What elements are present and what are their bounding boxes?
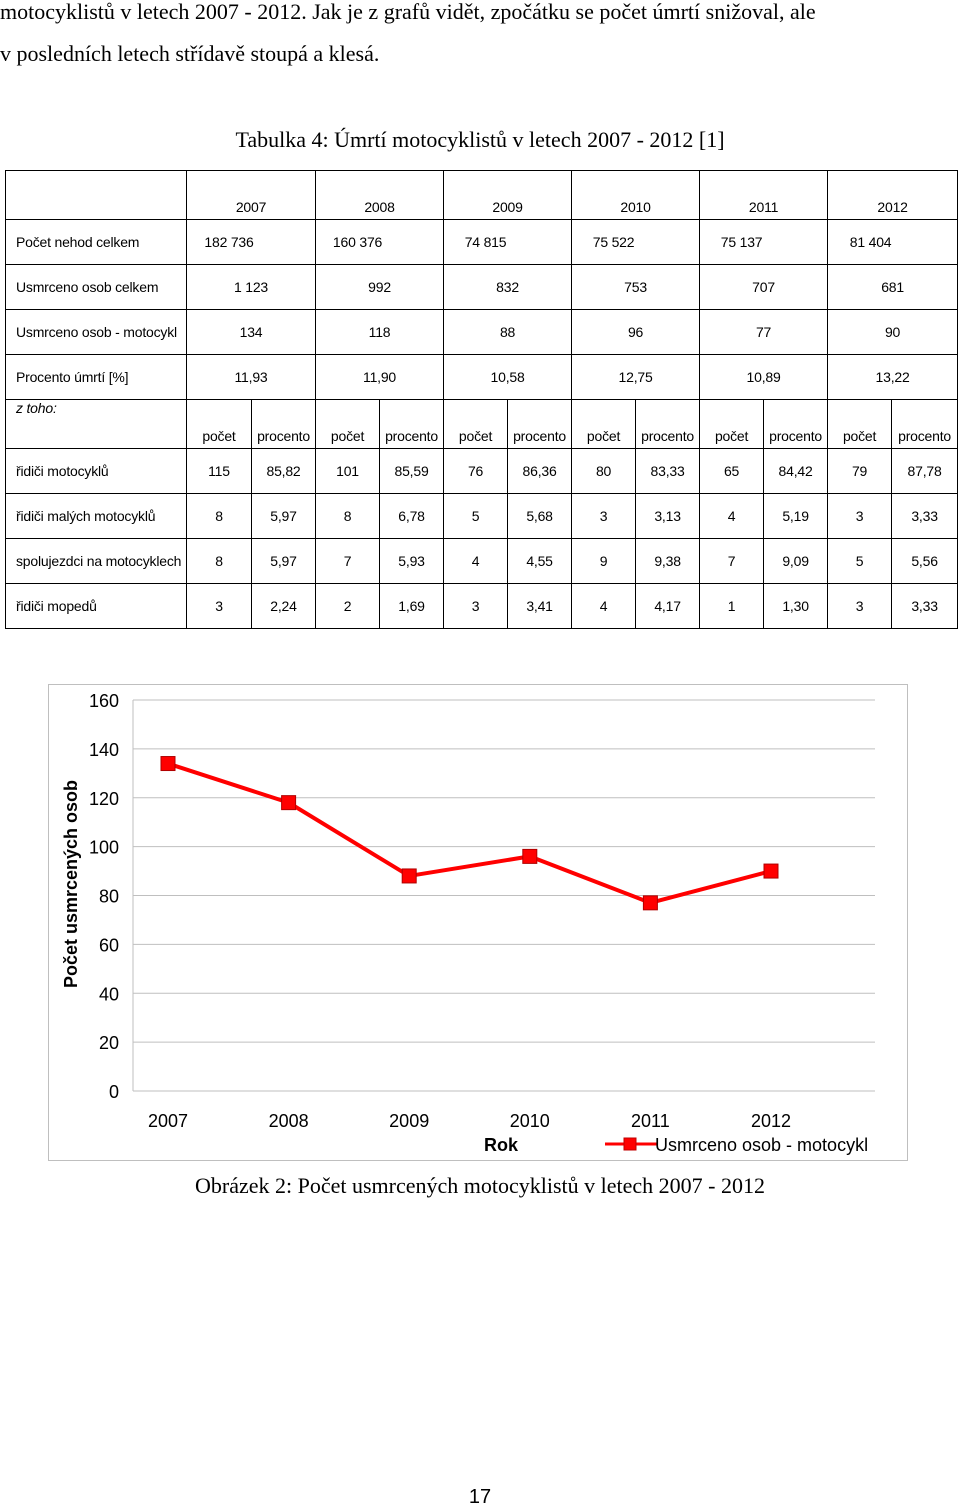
table-cell: 1,69 (380, 584, 444, 629)
row-label: Počet nehod celkem (6, 220, 187, 265)
x-tick-label: 2007 (147, 1111, 189, 1131)
table-cell: 3 (444, 584, 508, 629)
year-header: 2011 (700, 171, 828, 220)
table-cell: 84,42 (764, 449, 828, 494)
table-cell: 75 522 (572, 220, 700, 265)
table-cell: 11,90 (316, 355, 444, 400)
table-cell: 1 (700, 584, 764, 629)
subheader-cell: procento (892, 400, 958, 449)
table-cell: 160 376 (316, 220, 444, 265)
subheader-cell: procento (636, 400, 700, 449)
y-axis-ticks (89, 691, 119, 1102)
y-tick-label: 20 (98, 1033, 119, 1054)
data-point-marker (402, 869, 416, 883)
subheader-cell: počet (700, 400, 764, 449)
subheader-cell: počet (444, 400, 508, 449)
y-tick-label: 60 (98, 935, 119, 956)
year-header: 2008 (316, 171, 444, 220)
legend-label: Usmrceno osob - motocykl (655, 1135, 869, 1155)
subheader-cell: procento (764, 400, 828, 449)
table-row (6, 539, 958, 584)
table-cell: 96 (572, 310, 700, 355)
table-row (6, 494, 958, 539)
table-row (6, 355, 958, 400)
table-cell: 77 (700, 310, 828, 355)
table-cell: 5,97 (252, 494, 316, 539)
table-cell: 85,82 (252, 449, 316, 494)
x-axis-label: Rok (483, 1135, 519, 1155)
table-cell: 7 (700, 539, 764, 584)
table-cell: 87,78 (892, 449, 958, 494)
table-cell: 5,19 (764, 494, 828, 539)
table-cell: 4,55 (508, 539, 572, 584)
table-row (6, 584, 958, 629)
y-axis-label: Počet usmrcených osob (61, 779, 81, 989)
chart-legend (605, 1135, 868, 1155)
table-cell: 134 (187, 310, 316, 355)
x-axis-ticks (148, 1111, 791, 1131)
table-cell: 85,59 (380, 449, 444, 494)
table-cell: 8 (187, 494, 252, 539)
chart-gridlines (133, 700, 875, 1091)
subheader-cell: procento (380, 400, 444, 449)
table-cell: 9 (572, 539, 636, 584)
table-cell: 832 (444, 265, 572, 310)
table-cell: 4 (700, 494, 764, 539)
table-cell: 101 (316, 449, 380, 494)
table-caption: Tabulka 4: Úmrtí motocyklistů v letech 2007 - 2012 [1] (235, 127, 725, 152)
y-tick-label: 0 (108, 1082, 119, 1102)
table-cell: 2,24 (252, 584, 316, 629)
table-cell: 118 (316, 310, 444, 355)
table-cell: 6,78 (380, 494, 444, 539)
table-cell: 707 (700, 265, 828, 310)
y-tick-label: 160 (88, 691, 119, 711)
figure-caption: Obrázek 2: Počet usmrcených motocyklistů v letech 2007 - 2012 (194, 1173, 766, 1198)
table-cell: 4,17 (636, 584, 700, 629)
row-label: Procento úmrtí [%] (6, 355, 187, 400)
table-cell: 12,75 (572, 355, 700, 400)
table-cell: 5,93 (380, 539, 444, 584)
series-line-path (168, 764, 771, 903)
data-point-marker (282, 796, 296, 810)
table-cell: 3,41 (508, 584, 572, 629)
table-cell: 5,68 (508, 494, 572, 539)
table-cell: 681 (828, 265, 958, 310)
table-cell: 1 123 (187, 265, 316, 310)
table-row (6, 310, 958, 355)
x-tick-label: 2011 (631, 1111, 670, 1131)
subheader-cell: procento (508, 400, 572, 449)
data-point-marker (643, 896, 657, 910)
table-corner-cell (6, 171, 187, 220)
year-header: 2007 (187, 171, 316, 220)
table-cell: 7 (316, 539, 380, 584)
year-header: 2010 (572, 171, 700, 220)
table-cell: 83,33 (636, 449, 700, 494)
y-tick-label: 120 (88, 788, 119, 809)
subheader-label: z toho: (6, 400, 187, 449)
data-point-marker (764, 864, 778, 878)
intro-line-1: motocyklistů v letech 2007 - 2012. Jak je z grafů vidět, zpočátku se počet úmrtí snižoval, ale (0, 0, 816, 24)
table-cell: 3 (187, 584, 252, 629)
x-tick-label: 2009 (389, 1111, 430, 1131)
intro-line-2: v posledních letech střídavě stoupá a klesá. (0, 41, 380, 66)
table-cell: 3,33 (892, 584, 958, 629)
table-cell: 90 (828, 310, 958, 355)
table-cell: 8 (316, 494, 380, 539)
data-point-marker (161, 757, 175, 771)
table-cell: 86,36 (508, 449, 572, 494)
table-cell: 80 (572, 449, 636, 494)
table-cell: 753 (572, 265, 700, 310)
table-cell: 5,56 (892, 539, 958, 584)
table-cell: 3 (828, 494, 892, 539)
table-cell: 182 736 (187, 220, 316, 265)
row-label: spolujezdci na motocyklech (6, 539, 187, 584)
subheader-row (6, 400, 958, 449)
subheader-cell: počet (187, 400, 252, 449)
legend-marker (624, 1138, 636, 1150)
x-tick-label: 2008 (268, 1111, 309, 1131)
table-cell: 9,09 (764, 539, 828, 584)
x-tick-label: 2010 (509, 1111, 550, 1131)
table-cell: 9,38 (636, 539, 700, 584)
table-cell: 75 137 (700, 220, 828, 265)
table-cell: 76 (444, 449, 508, 494)
y-tick-label: 80 (98, 886, 119, 907)
table-cell: 79 (828, 449, 892, 494)
table-cell: 1,30 (764, 584, 828, 629)
table-cell: 992 (316, 265, 444, 310)
table-cell: 88 (444, 310, 572, 355)
table-cell: 3 (572, 494, 636, 539)
subheader-cell: počet (572, 400, 636, 449)
table-row (6, 449, 958, 494)
deaths-table (5, 170, 958, 629)
table-row (6, 220, 958, 265)
y-tick-label: 100 (88, 837, 119, 858)
table-cell: 3,33 (892, 494, 958, 539)
table-cell: 13,22 (828, 355, 958, 400)
table-cell: 2 (316, 584, 380, 629)
data-point-marker (523, 849, 537, 863)
y-tick-label: 140 (88, 739, 119, 760)
table-row (6, 265, 958, 310)
table-cell: 10,89 (700, 355, 828, 400)
table-cell: 5,97 (252, 539, 316, 584)
series-line (161, 757, 778, 910)
table-cell: 115 (187, 449, 252, 494)
row-label: Usmrceno osob celkem (6, 265, 187, 310)
table-cell: 10,58 (444, 355, 572, 400)
table-cell: 74 815 (444, 220, 572, 265)
table-cell: 4 (572, 584, 636, 629)
subheader-cell: počet (316, 400, 380, 449)
table-cell: 11,93 (187, 355, 316, 400)
table-cell: 5 (444, 494, 508, 539)
table-cell: 4 (444, 539, 508, 584)
page-number: 17 (468, 1486, 492, 1508)
x-tick-label: 2012 (750, 1111, 792, 1131)
subheader-cell: procento (252, 400, 316, 449)
table-cell: 5 (828, 539, 892, 584)
table-header-row (6, 171, 958, 220)
year-header: 2012 (828, 171, 958, 220)
chart-frame (48, 684, 908, 1161)
row-label: řidiči motocyklů (6, 449, 187, 494)
table-cell: 65 (700, 449, 764, 494)
line-chart (49, 685, 907, 1160)
year-header: 2009 (444, 171, 572, 220)
table-cell: 81 404 (828, 220, 958, 265)
table-cell: 8 (187, 539, 252, 584)
row-label: řidiči mopedů (6, 584, 187, 629)
table-cell: 3,13 (636, 494, 700, 539)
row-label: Usmrceno osob - motocykl (6, 310, 187, 355)
row-label: řidiči malých motocyklů (6, 494, 187, 539)
table-cell: 3 (828, 584, 892, 629)
y-tick-label: 40 (98, 984, 119, 1005)
subheader-cell: počet (828, 400, 892, 449)
